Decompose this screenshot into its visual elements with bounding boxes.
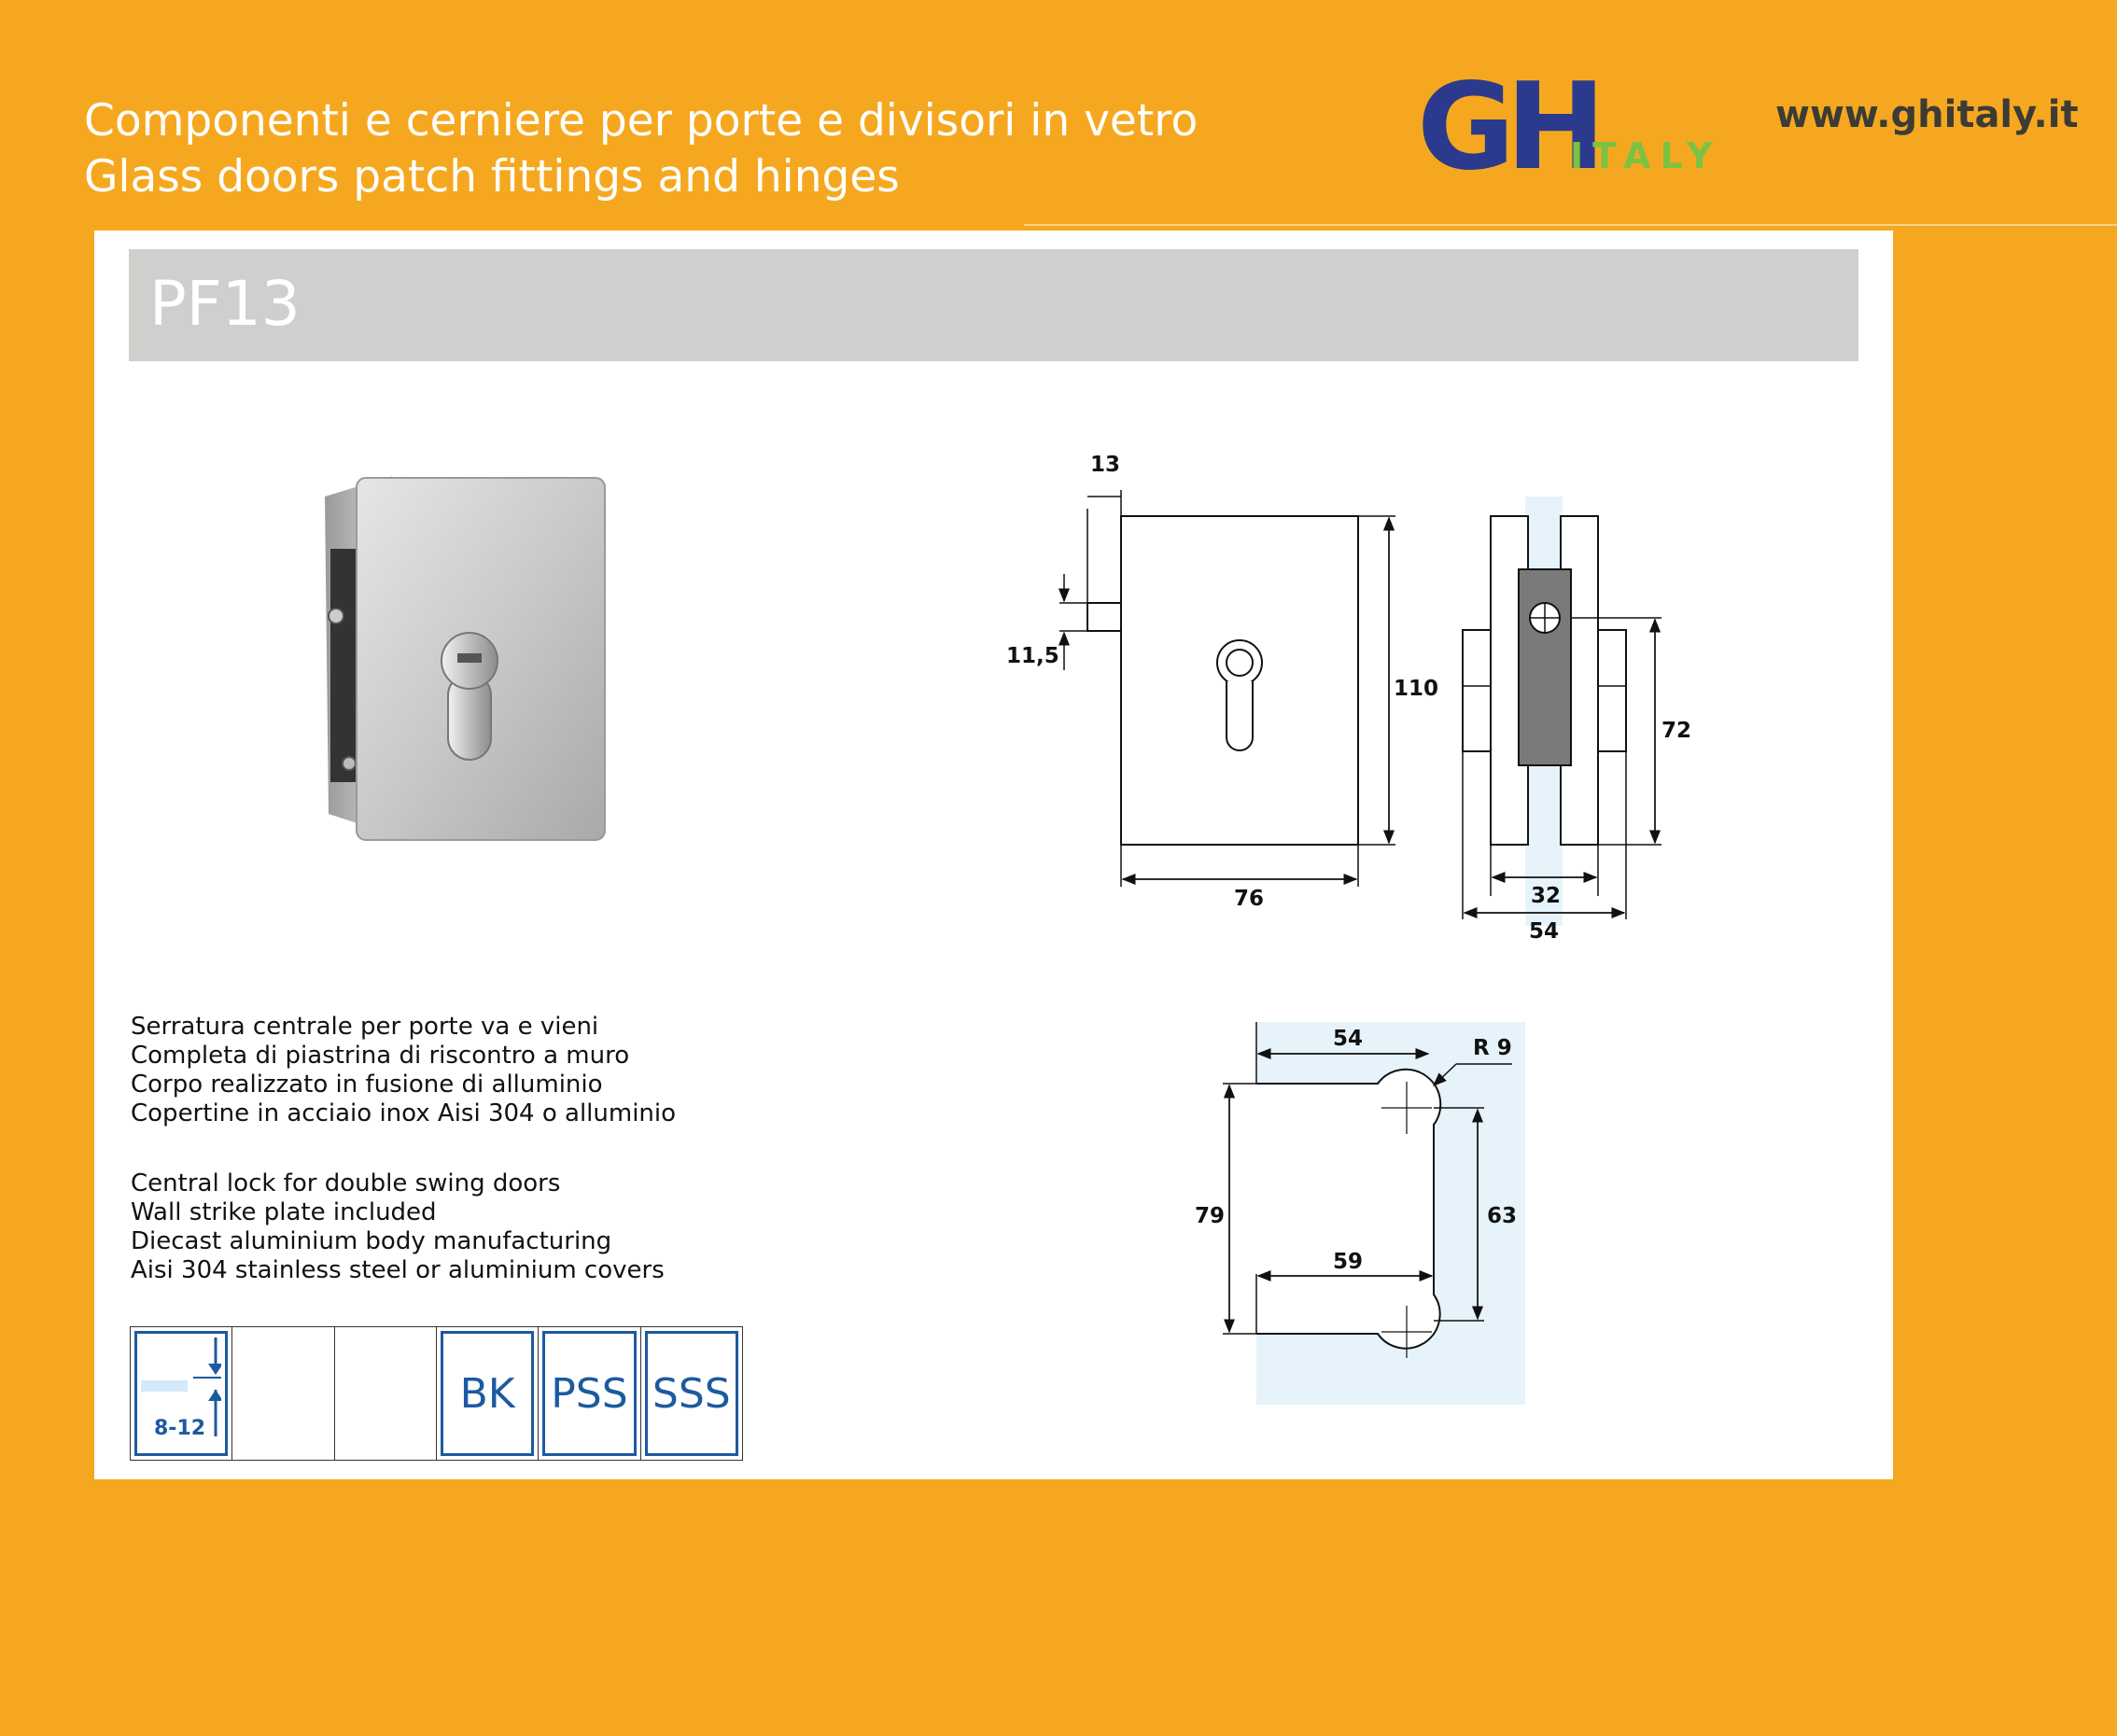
spec-badges	[130, 1326, 743, 1461]
product-photo	[308, 467, 607, 849]
description-en	[131, 1169, 665, 1285]
empty-cell	[335, 1327, 437, 1460]
header-line-it: Componenti e cerniere per porte e divisori in vetro	[84, 95, 1199, 147]
product-code: PF13	[149, 268, 301, 340]
desc-en-line: Diecast aluminium body manufacturing	[131, 1227, 612, 1255]
finish-pss-badge: PSS	[542, 1331, 636, 1456]
desc-en-line: Aisi 304 stainless steel or aluminium covers	[131, 1256, 665, 1284]
empty-cell	[232, 1327, 334, 1460]
dim-13: 13	[1090, 453, 1121, 477]
finish-bk-badge: BK	[441, 1331, 534, 1456]
dim-54: 54	[1529, 919, 1560, 944]
glass-thickness-badge	[134, 1331, 228, 1456]
website-link[interactable]: www.ghitaly.it	[1775, 93, 2079, 136]
technical-drawing	[989, 439, 1717, 961]
dim-32: 32	[1531, 884, 1562, 908]
strike-plate	[1256, 1070, 1440, 1349]
dim-11-5: 11,5	[1006, 644, 1059, 668]
header-line-en: Glass doors patch fittings and hinges	[84, 151, 900, 203]
dim-54-top: 54	[1333, 1027, 1364, 1051]
desc-en-line: Wall strike plate included	[131, 1198, 437, 1226]
dim-110: 110	[1394, 677, 1439, 701]
finish-bk-cell	[437, 1327, 539, 1460]
finish-sss-badge: SSS	[645, 1331, 738, 1456]
lock-body	[1519, 569, 1571, 765]
finish-sss-cell	[641, 1327, 742, 1460]
dim-63: 63	[1487, 1204, 1518, 1228]
latch-bolt	[1087, 603, 1121, 631]
dim-r9: R 9	[1473, 1036, 1512, 1060]
desc-it-line: Copertine in acciaio inox Aisi 304 o alluminio	[131, 1099, 677, 1127]
dim-76: 76	[1234, 887, 1265, 911]
description-it	[131, 1013, 676, 1128]
strike-plate-drawing	[1176, 1013, 1568, 1414]
gh-italy-logo	[1417, 54, 1753, 175]
header-divider	[1024, 224, 2117, 226]
desc-it-line: Corpo realizzato in fusione di alluminio	[131, 1071, 603, 1099]
dim-72: 72	[1661, 719, 1692, 743]
logo-main: GH	[1417, 58, 1597, 175]
glass-thickness-label: 8-12	[154, 1417, 206, 1440]
desc-it-line: Completa di piastrina di riscontro a muro	[131, 1042, 630, 1070]
desc-en-line: Central lock for double swing doors	[131, 1169, 561, 1197]
glass-thickness-cell	[131, 1327, 232, 1460]
logo-sub: ITALY	[1570, 135, 1722, 175]
finish-pss-cell	[539, 1327, 640, 1460]
dim-79: 79	[1195, 1204, 1226, 1228]
dim-59: 59	[1333, 1250, 1364, 1274]
product-title-bar	[129, 249, 1858, 361]
desc-it-line: Serratura centrale per porte va e vieni	[131, 1013, 599, 1041]
